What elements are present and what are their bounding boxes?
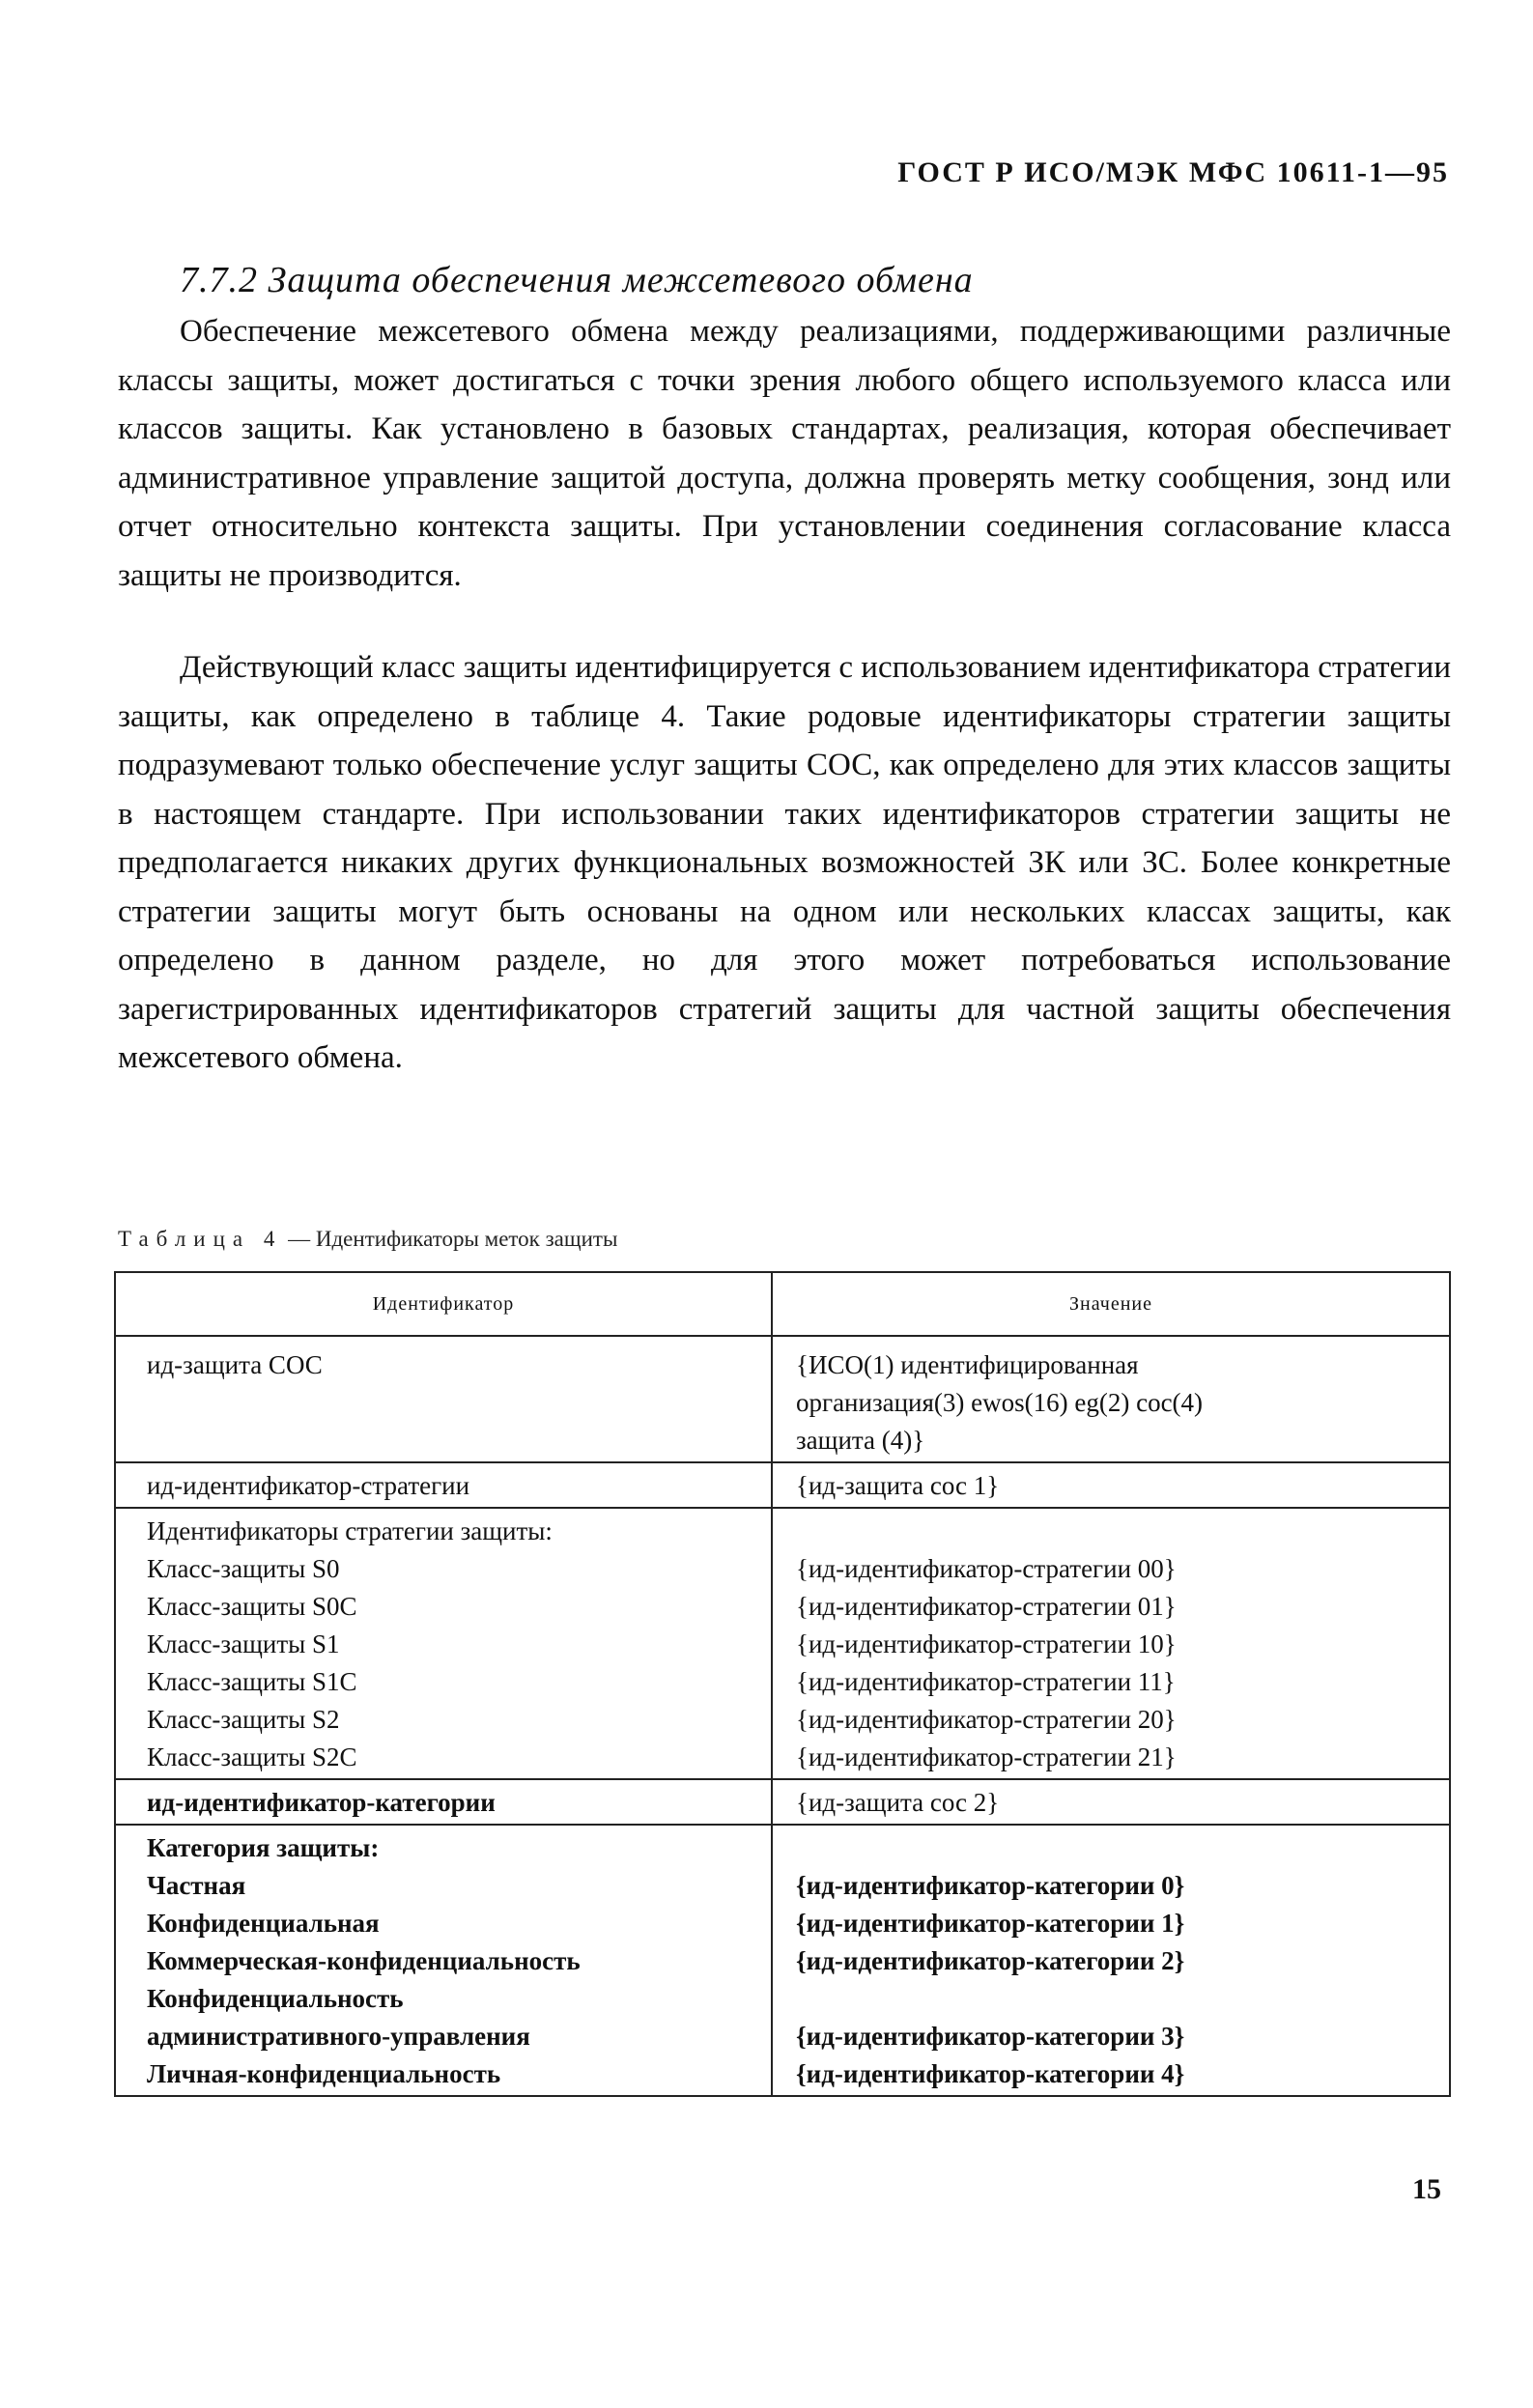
value-line — [796, 1980, 1439, 2018]
value-line: организация(3) ewos(16) eg(2) coc(4) — [796, 1388, 1204, 1417]
identifier-cell — [115, 1825, 772, 2096]
identifier-line: Конфиденциальность — [147, 1984, 404, 2013]
value-line: {ид-идентификатор-категории 1} — [796, 1909, 1185, 1938]
identifier-line: ид-идентификатор-категории — [147, 1788, 496, 1817]
identifiers-table — [114, 1271, 1451, 2097]
value-line — [796, 1513, 1439, 1550]
table-row — [115, 1508, 1450, 1779]
value-line: {ИСО(1) идентифицированная — [796, 1350, 1139, 1379]
table-row — [115, 1779, 1450, 1825]
value-line: {ид-идентификатор-категории 3} — [796, 2022, 1185, 2051]
value-line: {ид-идентификатор-категории 0} — [796, 1871, 1185, 1900]
value-line: защита (4)} — [796, 1426, 925, 1455]
value-line: {ид-идентификатор-стратегии 00} — [796, 1554, 1177, 1583]
identifier-line: административного-управления — [147, 2022, 530, 2051]
identifier-cell — [115, 1508, 772, 1779]
identifier-cell — [115, 1779, 772, 1825]
value-line: {ид-идентификатор-стратегии 21} — [796, 1742, 1177, 1771]
identifier-line: Класс-защиты S1C — [147, 1667, 357, 1696]
identifier-cell — [115, 1462, 772, 1508]
identifier-line: Класс-защиты S0C — [147, 1592, 357, 1621]
table-row — [115, 1825, 1450, 2096]
table-row — [115, 1462, 1450, 1508]
identifier-line: Класс-защиты S2C — [147, 1742, 357, 1771]
identifier-line: Частная — [147, 1871, 246, 1900]
value-line: {ид-идентификатор-стратегии 01} — [796, 1592, 1177, 1621]
paragraph-1: Обеспечение межсетевого обмена между реализациями, поддерживающими различные классы защиты, может достигаться с точки зрения любого общего используемого класса или классов защиты. Как установлено в базовых стандартах, реализация, которая обеспечивает административное управление защитой доступа, должна проверять метку сообщения, зонд или отчет относительно контекста защиты. При установлении соединения согласование класса защиты не производится. — [118, 314, 1451, 593]
identifier-cell — [115, 1336, 772, 1462]
value-line: {ид-идентификатор-категории 2} — [796, 1946, 1185, 1975]
page-number: 15 — [1412, 2173, 1441, 2205]
value-line — [796, 1829, 1439, 1867]
value-cell — [772, 1508, 1450, 1779]
value-line: {ид-защита сос 1} — [796, 1471, 1000, 1500]
column-header-value: Значение — [772, 1272, 1450, 1336]
value-line: {ид-идентификатор-стратегии 20} — [796, 1705, 1177, 1734]
identifier-line: Конфиденциальная — [147, 1909, 380, 1938]
value-line: {ид-идентификатор-стратегии 10} — [796, 1629, 1177, 1658]
value-cell — [772, 1825, 1450, 2096]
identifier-line: ид-защита СОС — [147, 1350, 323, 1379]
identifier-line: Идентификаторы стратегии защиты: — [147, 1516, 553, 1545]
identifier-line: Категория защиты: — [147, 1833, 380, 1862]
document-header: ГОСТ Р ИСО/МЭК МФС 10611-1—95 — [897, 156, 1449, 188]
value-line: {ид-идентификатор-стратегии 11} — [796, 1667, 1176, 1696]
paragraph-2: Действующий класс защиты идентифицируется с использованием идентификатора стратегии защиты, как определено в таблице 4. Такие родовые идентификаторы стратегии защиты подразумевают только обеспечение услуг защиты СОС, как определено для этих классов защиты в настоящем стандарте. При использовании таких идентификаторов стратегии защиты не предполагается никаких других функциональных возможностей ЗК или ЗС. Более конкретные стратегии защиты могут быть основаны на одном или нескольких классах защиты, как определено в данном разделе, но для этого может потребоваться использование зарегистрированных идентификаторов стратегий защиты для частной защиты обеспечения межсетевого обмена. — [118, 650, 1451, 1075]
identifier-line: Класс-защиты S2 — [147, 1705, 340, 1734]
section-title: 7.7.2 Защита обеспечения межсетевого обмена — [180, 260, 974, 300]
table-caption-label: Таблица 4 — [118, 1227, 283, 1251]
value-cell — [772, 1336, 1450, 1462]
value-cell — [772, 1462, 1450, 1508]
identifier-line: Класс-защиты S0 — [147, 1554, 340, 1583]
table-row — [115, 1336, 1450, 1462]
table-header-row — [115, 1272, 1450, 1336]
value-line: {ид-идентификатор-категории 4} — [796, 2059, 1185, 2088]
table-caption — [118, 1227, 617, 1252]
identifier-line: Коммерческая-конфиденциальность — [147, 1946, 581, 1975]
value-cell — [772, 1779, 1450, 1825]
identifier-line: Класс-защиты S1 — [147, 1629, 340, 1658]
value-line: {ид-защита сос 2} — [796, 1788, 1000, 1817]
table-caption-text: — Идентификаторы меток защиты — [282, 1227, 618, 1251]
identifier-line: Личная-конфиденциальность — [147, 2059, 501, 2088]
identifier-line: ид-идентификатор-стратегии — [147, 1471, 470, 1500]
column-header-identifier: Идентификатор — [115, 1272, 772, 1336]
